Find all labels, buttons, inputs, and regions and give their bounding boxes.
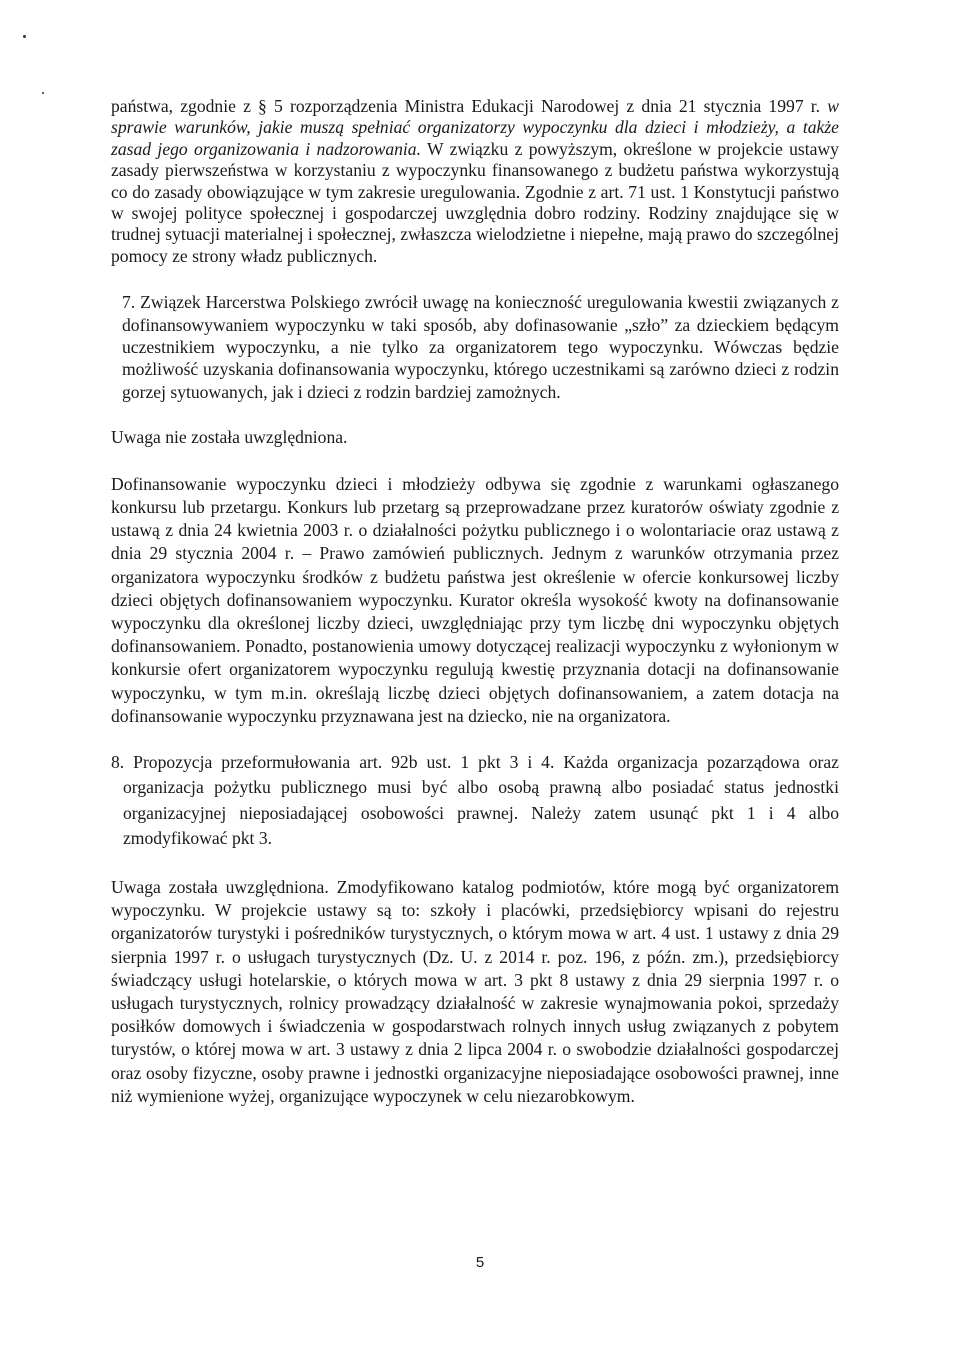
- paragraph-intro: [111, 96, 839, 267]
- paragraph-intro-end: W związku z powyższym, określone w projekcie ustawy zasady pierwszeństwa w korzystaniu z wypoczynku finansowanego z budżetu państwa wykorzystują co do zasady obowiązujące w tym zakresie uregulowania. Zgodnie z art. 71 ust. 1 Konstytucji państwo w swojej polityce społecznej i gospodarczej uwzględnia dobro rodziny. Rodziny znajdujące się w trudnej sytuacji materialnej i społecznej, zwłaszcza wielodzietne i niepełne, mają prawo do szczególnej pomocy ze strony władz publicznych.: [111, 138, 839, 266]
- scan-mark-dot-small: [42, 92, 44, 94]
- document-page: [111, 96, 839, 1108]
- regulation-title-italic: w sprawie warunków, jakie muszą spełniać organizatorzy wypoczynku dla dzieci i młodzieży, a także zasad jego organizowania i nadzorowania.: [111, 96, 839, 159]
- scan-mark-dot: [23, 35, 26, 38]
- point-7-status: Uwaga nie została uwzględniona.: [111, 427, 348, 448]
- page-number: 5: [475, 1254, 485, 1271]
- point-7: 7. Związek Harcerstwa Polskiego zwrócił uwagę na konieczność uregulowania kwestii związanych z dofinansowywaniem wypoczynku w taki sposób, aby dofinasowanie „szło” za dzieckiem będącym uczestnikiem wypoczynku, a nie tylko za organizatorem tego wypoczynku. Wówczas będzie możliwość uzyskania dofinansowania wypoczynku, którego uczestnikami są zarówno dzieci z rodzin gorzej sytuowanych, jak i dzieci z rodzin bardziej zamożnych.: [122, 292, 839, 402]
- paragraph-intro-start: państwa, zgodnie z § 5 rozporządzenia Ministra Edukacji Narodowej z dnia 21 stycznia 1997 r.: [111, 96, 828, 116]
- point-8-response: Uwaga została uwzględniona. Zmodyfikowano katalog podmiotów, które mogą być organizatorem wypoczynku. W projekcie ustawy są to: szkoły i placówki, przedsiębiorcy wpisani do rejestru organizatorów turystyki i pośredników turystycznych, o którym mowa w art. 4 ust. 1 ustawy z dnia 29 sierpnia 1997 r. o usługach turystycznych (Dz. U. z 2014 r. poz. 196, z późn. zm.), przedsiębiorcy świadczący usługi hotelarskie, o których mowa w art. 3 pkt 8 ustawy z dnia 29 sierpnia 1997 r. o usługach turystycznych, rolnicy prowadzący działalność w zakresie wynajmowania pokoi, sprzedaży posiłków domowych i świadczenia w gospodarstwach rolnych innych usług związanych z pobytem turystów, o której mowa w art. 3 ustawy z dnia 2 lipca 2004 r. o swobodzie działalności gospodarczej oraz osoby fizyczne, osoby prawne i jednostki organizacyjne nieposiadające osobowości prawnej, inne niż wymienione wyżej, organizujące wypoczynek w celu niezarobkowym.: [111, 876, 839, 1106]
- point-8: 8. Propozycja przeformułowania art. 92b ust. 1 pkt 3 i 4. Każda organizacja pozarządowa oraz organizacja pożytku publicznego musi być albo osobą prawną albo posiadać status jednostki organizacyjnej nieposiadającej osobowości prawnej. Należy zatem usunąć pkt 1 i 4 albo zmodyfikować pkt 3.: [111, 751, 839, 849]
- point-7-response: Dofinansowanie wypoczynku dzieci i młodzieży odbywa się zgodnie z warunkami ogłaszanego konkursu lub przetargu. Konkurs lub przetarg są przeprowadzane przez kuratorów oświaty zgodnie z ustawą z dnia 24 kwietnia 2003 r. o działalności pożytku publicznego i o wolontariacie oraz ustawą z dnia 29 stycznia 2004 r. – Prawo zamówień publicznych. Jednym z warunków otrzymania przez organizatora wypoczynku środków z budżetu państwa jest określenie w ofercie konkursowej liczby dzieci objętych dofinansowaniem wypoczynku. Kurator określa wysokość kwoty na dofinansowanie wypoczynku dla określonej liczby dzieci, uwzględniając przy tym liczbę dni wypoczynku objętych dofinansowaniem. Ponadto, postanowienia umowy dotyczącej realizacji wypoczynku z wyłonionym w konkursie ofert organizatorem wypoczynku regulują kwestię przyznania dotacji na dofinansowanie wypoczynku, w tym m.in. określają liczbę dzieci objętych dofinansowaniem, a zatem dotacja na dofinansowanie wypoczynku przyznawana jest na dziecko, nie na organizatora.: [111, 473, 839, 726]
